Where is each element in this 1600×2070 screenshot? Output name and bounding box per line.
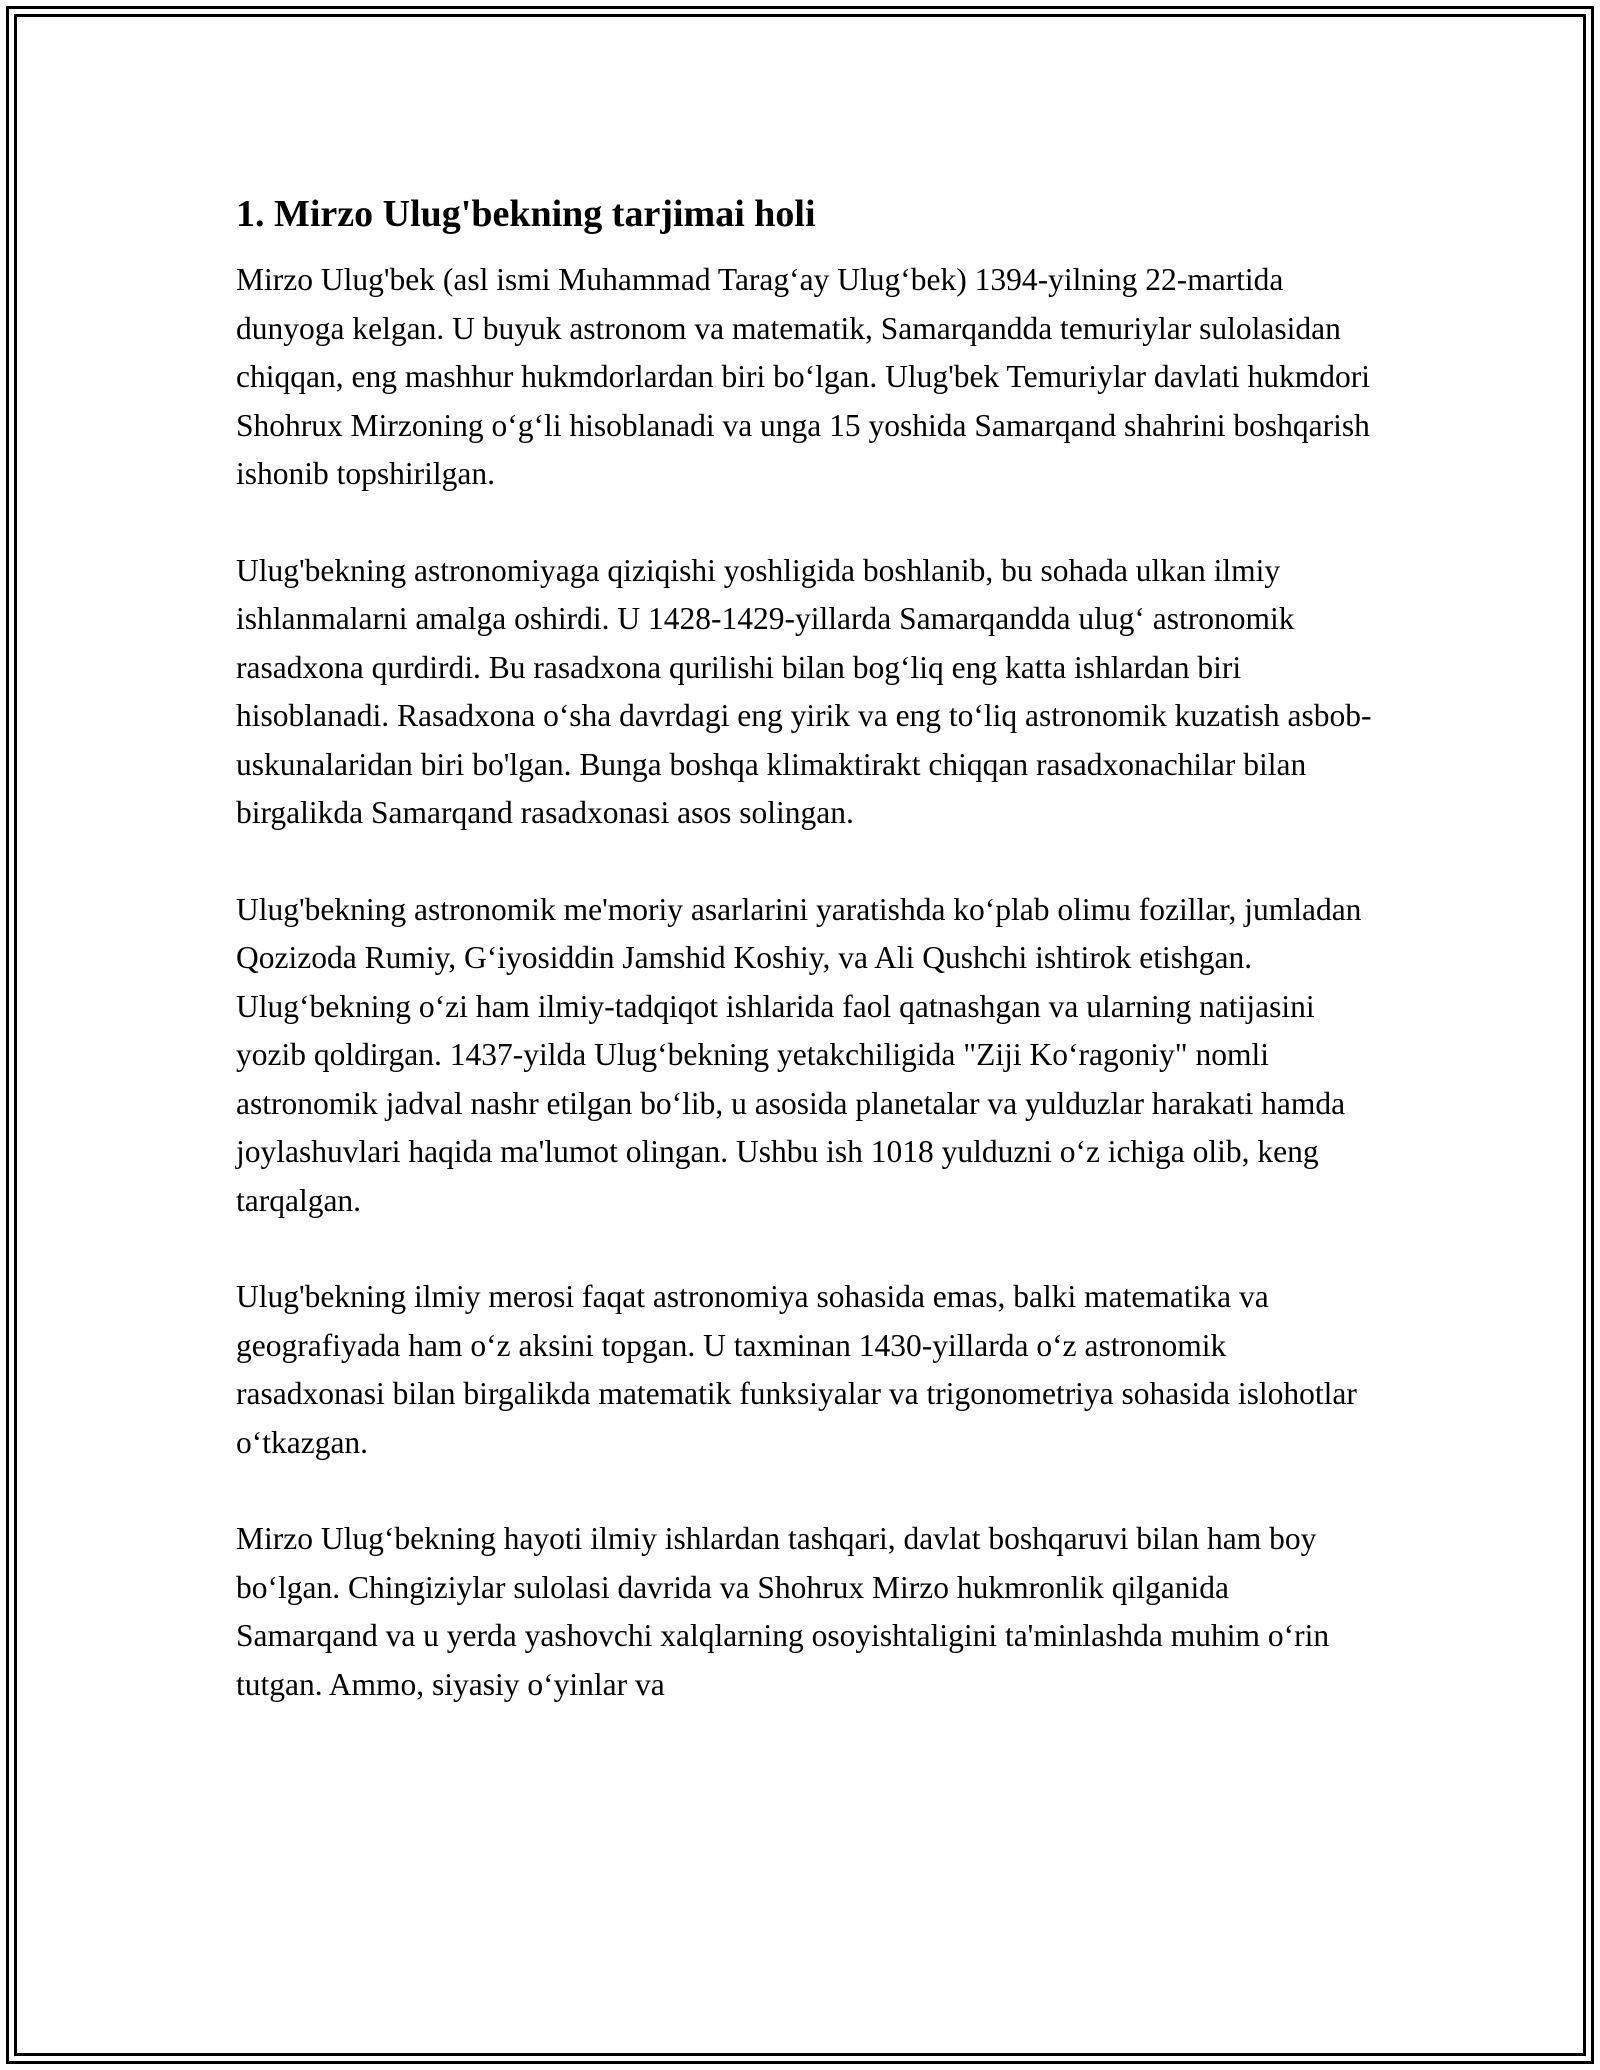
paragraph-mathematics-legacy: Ulug'bekning ilmiy merosi faqat astronomiya sohasida emas, balki matematika va geografiyada ham o‘z aksini topgan. U taxminan 1430-yillarda o‘z astronomik rasadxonasi bilan birgalikda matematik funksiyalar va trigonometriya sohasida islohotlar o‘tkazgan. <box>236 1279 1357 1460</box>
paragraph-astronomy-observatory: Ulug'bekning astronomiyaga qiziqishi yoshligida boshlanib, bu sohada ulkan ilmiy ishlanmalarni amalga oshirdi. U 1428-1429-yillarda Samarqandda ulug‘ astronomik rasadxona qurdirdi. Bu rasadxona qurilishi bilan bog‘liq eng katta ishlardan biri hisoblanadi. Rasadxona o‘sha davrdagi eng yirik va eng to‘liq astronomik kuzatish asbob-uskunalaridan biri bo'lgan. Bunga boshqa klimaktirakt chiqqan rasadxonachilar bilan birgalikda Samarqand rasadxonasi asos solingan. <box>236 552 1372 830</box>
section-heading: 1. Mirzo Ulug'bekning tarjimai holi <box>236 193 816 235</box>
paragraph-biography: Mirzo Ulug'bek (asl ismi Muhammad Tarag‘ay Ulug‘bek) 1394-yilning 22-martida dunyoga kelgan. U buyuk astronom va matematik, Samarqandda temuriylar sulolasidan chiqqan, eng mashhur hukmdorlardan biri bo‘lgan. Ulug'bek Temuriylar davlati hukmdori Shohrux Mirzoning o‘g‘li hisoblanadi va unga 15 yoshida Samarqand shahrini boshqarish ishonib topshirilgan. <box>236 262 1370 491</box>
paragraph-governance: Mirzo Ulug‘bekning hayoti ilmiy ishlardan tashqari, davlat boshqaruvi bilan ham boy bo‘lgan. Chingiziylar sulolasi davrida va Shohrux Mirzo hukmronlik qilganida Samarqand va u yerda yashovchi xalqlarning osoyishtaligini ta'minlashda muhim o‘rin tutgan. Ammo, siyasiy o‘yinlar va <box>236 1521 1330 1702</box>
paragraph-scholars-zij: Ulug'bekning astronomik me'moriy asarlarini yaratishda ko‘plab olimu fozillar, jumladan Qozizoda Rumiy, G‘iyosiddin Jamshid Koshiy, va Ali Qushchi ishtirok etishgan. Ulug‘bekning o‘zi ham ilmiy-tadqiqot ishlarida faol qatnashgan va ularning natijasini yozib qoldirgan. 1437-yilda Ulug‘bekning yetakchiligida "Ziji Ko‘ragoniy" nomli astronomik jadval nashr etilgan bo‘lib, u asosida planetalar va yulduzlar harakati hamda joylashuvlari haqida ma'lumot olingan. Ushbu ish 1018 yulduzni o‘z ichiga olib, keng tarqalgan. <box>236 891 1362 1218</box>
document-body <box>236 190 1376 1757</box>
